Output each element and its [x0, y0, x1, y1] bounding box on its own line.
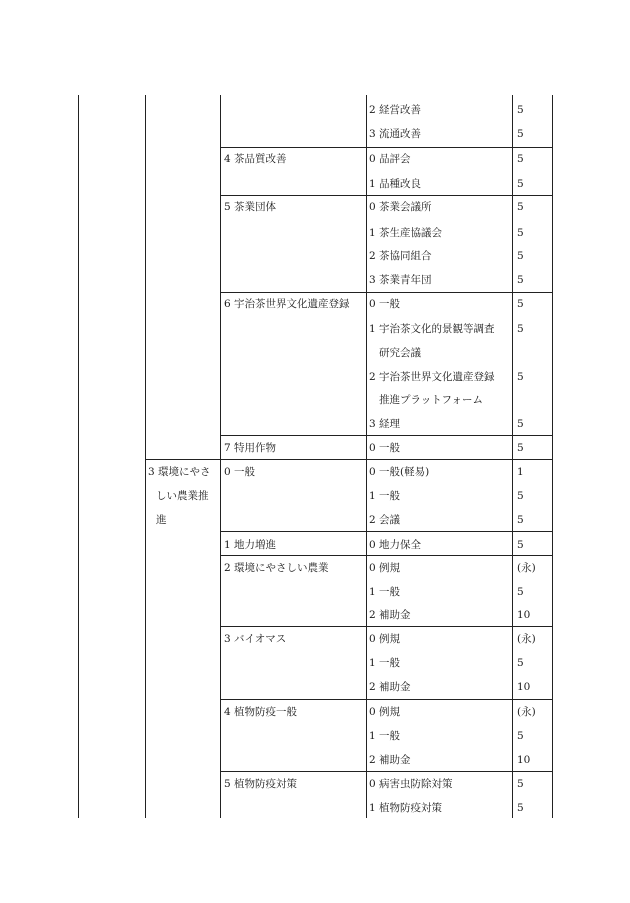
table-cell-text: 0 病害虫防除対策	[369, 778, 453, 790]
table-cell-text: 10	[517, 681, 531, 693]
table-cell-text: 5	[517, 371, 524, 383]
table-cell-text: 5 茶業団体	[224, 201, 277, 213]
table-cell-text: 5 植物防疫対策	[224, 778, 298, 790]
table-cell-text: 5	[517, 418, 524, 430]
table-cell-text: 7 特用作物	[224, 442, 277, 454]
table-cell-text: 5	[517, 250, 524, 262]
table-cell-text: 2 補助金	[369, 754, 411, 766]
table-cell-text: 5	[517, 586, 524, 598]
table-cell-text: しい農業推	[156, 490, 209, 502]
table-cell-text: 推進プラットフォーム	[379, 394, 483, 406]
table-cell-text: 1 一般	[369, 657, 401, 669]
table-cell-text: 10	[517, 609, 531, 621]
table-row-rule-6	[220, 531, 552, 532]
table-cell-text: 0 一般(軽易)	[369, 466, 430, 478]
table-cell-text: 1 一般	[369, 586, 401, 598]
table-column-rule-4	[366, 95, 367, 818]
table-column-rule-2	[145, 95, 146, 818]
table-cell-text: 10	[517, 754, 531, 766]
table-cell-text: 0 地力保全	[369, 539, 422, 551]
table-cell-text: 2 環境にやさしい農業	[224, 562, 329, 574]
table-column-rule-6	[552, 95, 553, 818]
table-cell-text: 研究会議	[379, 347, 421, 359]
table-cell-text: 3 流通改善	[369, 128, 422, 140]
table-cell-text: 5	[517, 274, 524, 286]
table-row-rule-5	[145, 459, 552, 460]
table-cell-text: 進	[156, 514, 167, 526]
table-cell-text: 1 品種改良	[369, 178, 422, 190]
table-row-rule-7	[220, 555, 552, 556]
table-cell-text: 1 茶生産協議会	[369, 227, 443, 239]
table-cell-text: 0 例規	[369, 633, 401, 645]
table-cell-text: (永)	[517, 562, 536, 574]
table-cell-text: 1 地力増進	[224, 539, 277, 551]
table-cell-text: 1 植物防疫対策	[369, 802, 443, 814]
table-column-rule-1	[78, 95, 79, 818]
table-column-rule-3	[220, 95, 221, 818]
table-column-rule-5	[512, 95, 513, 818]
table-row-rule-9	[220, 699, 552, 700]
table-cell-text: 2 経営改善	[369, 104, 422, 116]
table-cell-text: 5	[517, 442, 524, 454]
table-cell-text: 5	[517, 104, 524, 116]
table-cell-text: 1 宇治茶文化的景観等調査	[369, 323, 495, 335]
table-row-rule-4	[220, 435, 552, 436]
table-cell-text: 2 茶協同組合	[369, 250, 432, 262]
table-cell-text: 5	[517, 298, 524, 310]
table-cell-text: 5	[517, 153, 524, 165]
table-cell-text: 3 経理	[369, 418, 401, 430]
table-cell-text: 0 一般	[369, 298, 401, 310]
table-cell-text: 2 補助金	[369, 681, 411, 693]
table-cell-text: 5	[517, 128, 524, 140]
table-cell-text: 0 一般	[224, 466, 256, 478]
table-cell-text: 0 例規	[369, 562, 401, 574]
table-cell-text: 5	[517, 201, 524, 213]
table-cell-text: 3 バイオマス	[224, 633, 287, 645]
table-cell-text: 0 品評会	[369, 153, 411, 165]
table-cell-text: 5	[517, 802, 524, 814]
table-cell-text: 0 茶業会議所	[369, 201, 432, 213]
table-cell-text: 5	[517, 657, 524, 669]
table-cell-text: 0 一般	[369, 442, 401, 454]
table-cell-text: 5	[517, 539, 524, 551]
table-cell-text: 1 一般	[369, 490, 401, 502]
table-cell-text: 5	[517, 227, 524, 239]
table-cell-text: 2 宇治茶世界文化遺産登録	[369, 371, 495, 383]
table-cell-text: 2 会議	[369, 514, 401, 526]
table-cell-text: 5	[517, 490, 524, 502]
table-cell-text: (永)	[517, 706, 536, 718]
table-cell-text: 5	[517, 730, 524, 742]
table-cell-text: 0 例規	[369, 706, 401, 718]
table-cell-text: 4 植物防疫一般	[224, 706, 298, 718]
table-row-rule-3	[220, 292, 552, 293]
table-cell-text: 3 茶業青年団	[369, 274, 432, 286]
table-row-rule-1	[220, 147, 552, 148]
table-cell-text: 1	[517, 466, 524, 478]
table-row-rule-8	[220, 626, 552, 627]
table-cell-text: 6 宇治茶世界文化遺産登録	[224, 298, 350, 310]
table-cell-text: 3 環境にやさ	[148, 466, 211, 478]
table-cell-text: 1 一般	[369, 730, 401, 742]
table-cell-text: 4 茶品質改善	[224, 153, 287, 165]
table-row-rule-10	[220, 771, 552, 772]
table-cell-text: 5	[517, 514, 524, 526]
table-cell-text: 2 補助金	[369, 609, 411, 621]
table-cell-text: (永)	[517, 633, 536, 645]
table-cell-text: 5	[517, 778, 524, 790]
table-cell-text: 5	[517, 178, 524, 190]
table-cell-text: 5	[517, 323, 524, 335]
table-row-rule-2	[220, 195, 552, 196]
